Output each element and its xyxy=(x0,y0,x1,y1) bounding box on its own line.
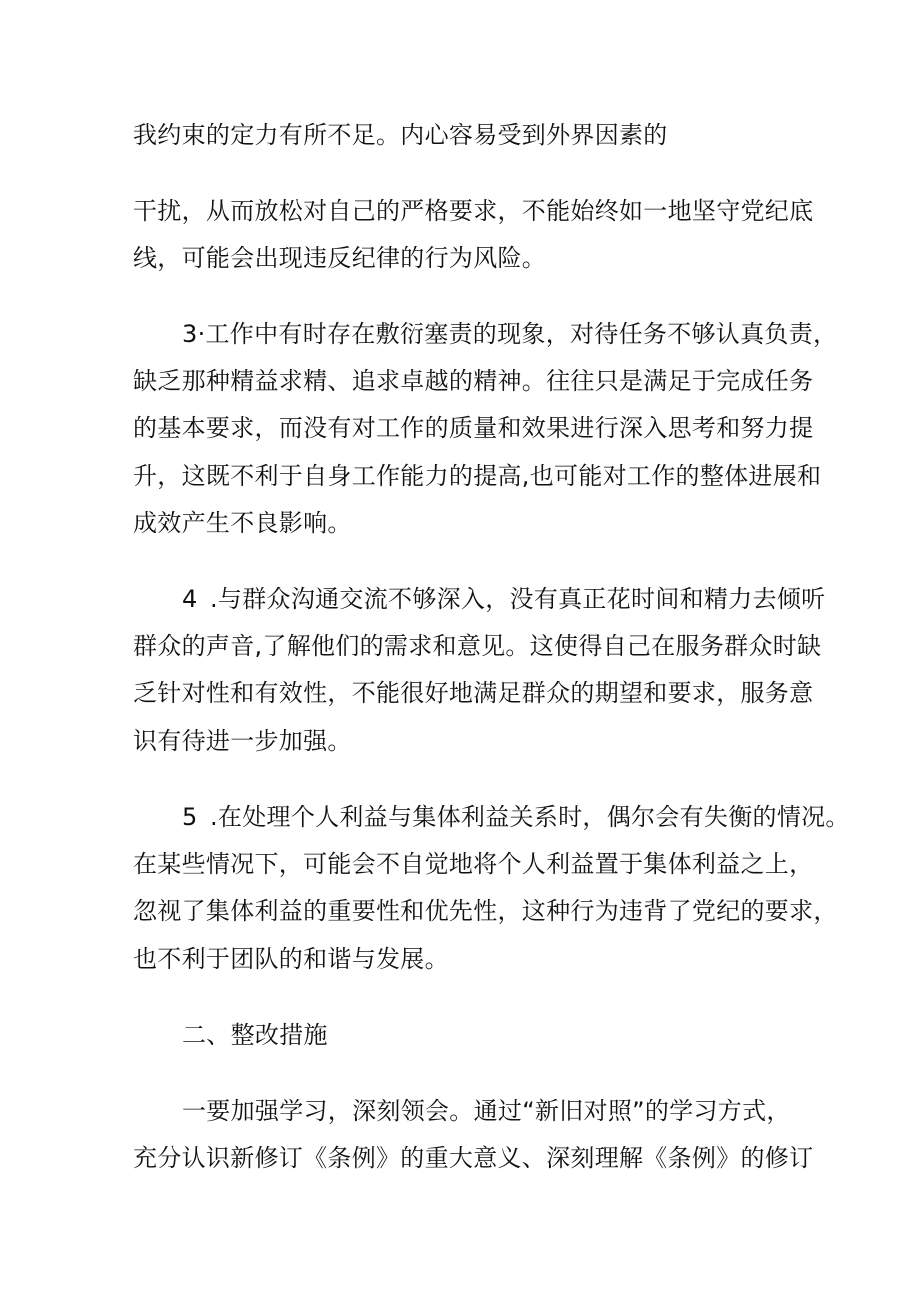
paragraph-measure-1-line-2: 充分认识新修订《条例》的重大意义、深刻理解《条例》的修订 xyxy=(133,1144,814,1172)
paragraph-5-number: 5 xyxy=(182,803,198,831)
paragraph-4-line-2: 群众的声音,了解他们的需求和意见。这使得自己在服务群众时缺 xyxy=(133,632,822,660)
paragraph-5-line-3: 忽视了集体利益的重要性和优先性，这种行为违背了党纪的要求， xyxy=(133,897,838,925)
paragraph-4-number: 4 xyxy=(182,585,198,613)
paragraph-5-line-1 xyxy=(182,802,850,832)
paragraph-5-line-4: 也不利于团队的和谐与发展。 xyxy=(133,945,449,973)
paragraph-4-line-3: 乏针对性和有效性，不能很好地满足群众的期望和要求，服务意 xyxy=(133,679,814,707)
paragraph-3-line-2: 缺乏那种精益求精、追求卓越的精神。往往只是满足于完成任务 xyxy=(133,367,814,395)
paragraph-5-line-2: 在某些情况下，可能会不自觉地将个人利益置于集体利益之上， xyxy=(133,850,814,878)
paragraph-3-number: 3· xyxy=(182,320,206,348)
paragraph-4-line-1-text: .与群众沟通交流不够深入，没有真正花时间和精力去倾听 xyxy=(210,585,826,613)
paragraph-continuation-line: 我约束的定力有所不足。内心容易受到外界因素的 xyxy=(133,121,668,149)
paragraph-3-line-3: 的基本要求，而没有对工作的质量和效果进行深入思考和努力提 xyxy=(133,414,814,442)
paragraph-interference-line-1: 干扰，从而放松对自己的严格要求，不能始终如一地坚守党纪底 xyxy=(133,197,814,225)
paragraph-measure-1-line-1: 一要加强学习，深刻领会。通过“新旧对照”的学习方式， xyxy=(182,1097,791,1125)
paragraph-3-line-4: 升，这既不利于自身工作能力的提高,也可能对工作的整体进展和 xyxy=(133,462,822,490)
paragraph-3-line-1 xyxy=(182,319,837,349)
paragraph-5-line-1-text: .在处理个人利益与集体利益关系时，偶尔会有失衡的情况。 xyxy=(210,803,850,831)
paragraph-interference-line-2: 线，可能会出现违反纪律的行为风险。 xyxy=(133,244,547,272)
section-heading-rectification: 二、整改措施 xyxy=(182,1021,328,1049)
paragraph-3-line-5: 成效产生不良影响。 xyxy=(133,509,352,537)
paragraph-3-line-1-text: 工作中有时存在敷衍塞责的现象，对待任务不够认真负责， xyxy=(205,320,838,348)
paragraph-4-line-4: 识有待进一步加强。 xyxy=(133,727,352,755)
paragraph-4-line-1 xyxy=(182,584,825,614)
